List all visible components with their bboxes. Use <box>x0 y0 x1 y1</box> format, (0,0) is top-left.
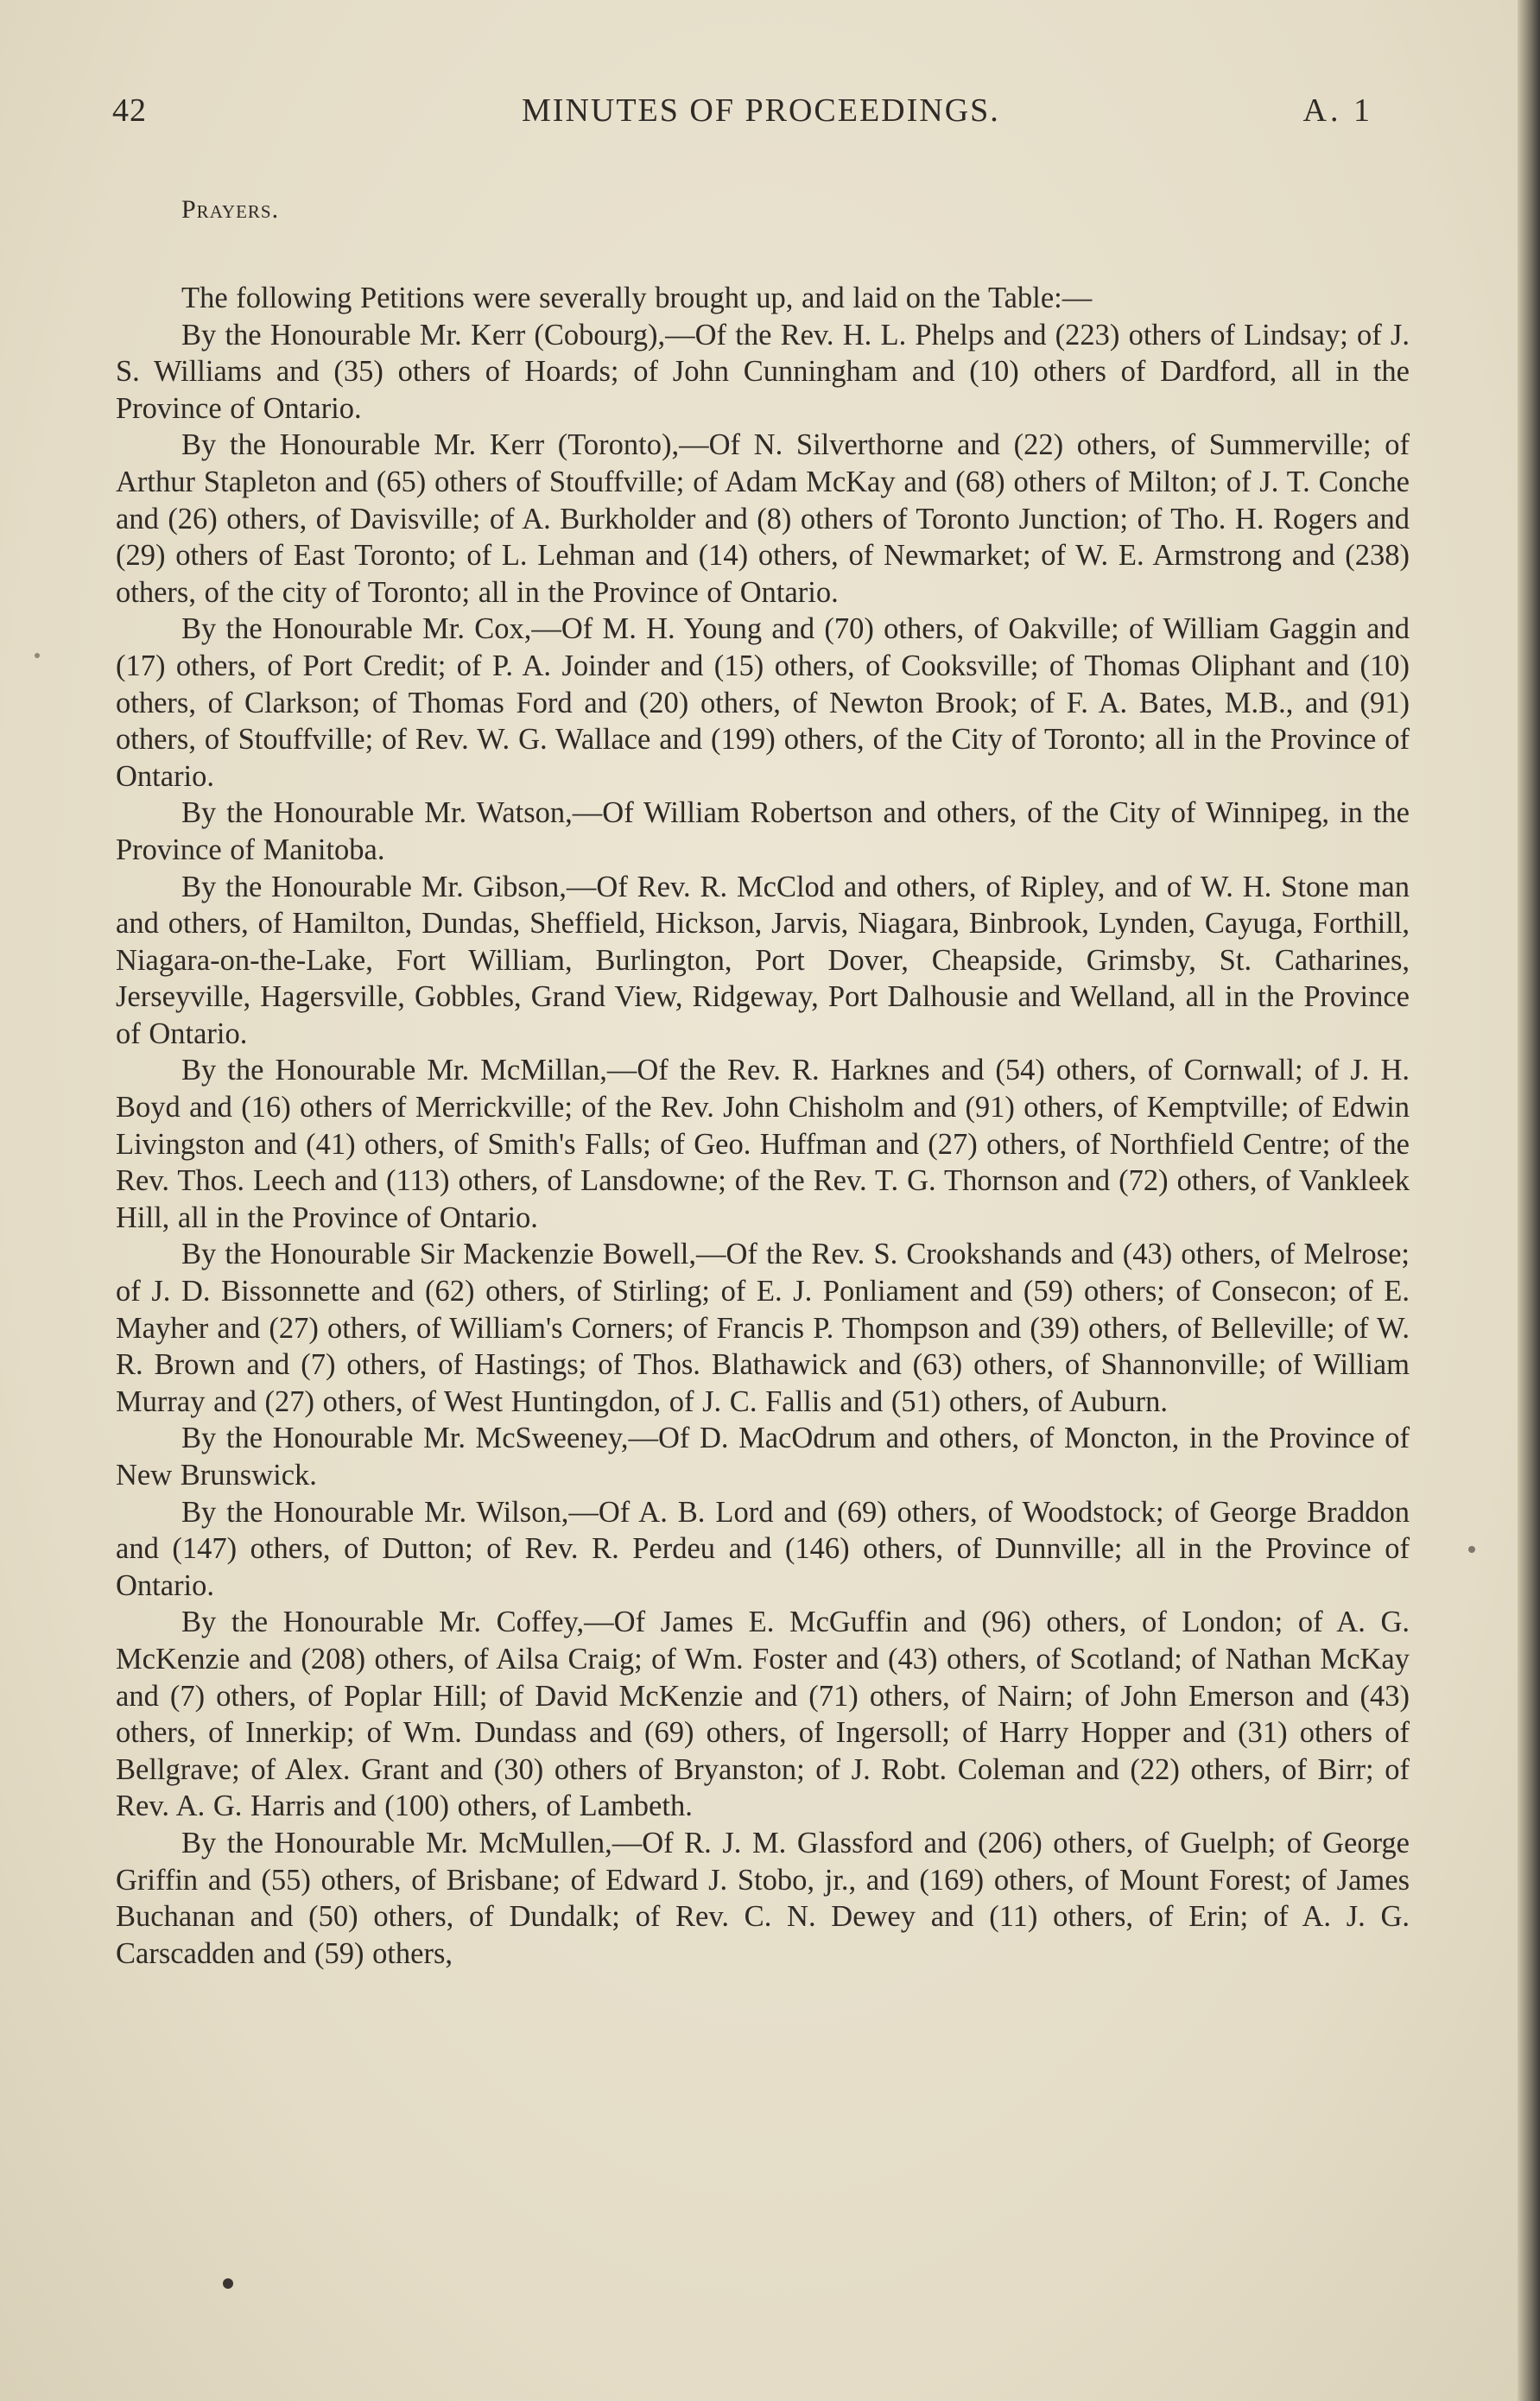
paragraph: By the Honourable Mr. Watson,—Of William Robertson and others, of the City of Winnipeg, in the Province of Manitoba. <box>116 796 1410 866</box>
paragraph: By the Honourable Mr. McSweeney,—Of D. MacOdrum and others, of Moncton, in the Province of New Brunswick. <box>116 1422 1410 1492</box>
ink-speck <box>1468 1546 1475 1553</box>
binding-edge <box>1518 0 1540 2401</box>
paragraph: By the Honourable Mr. McMullen,—Of R. J. M. Glassford and (206) others, of Guelph; of George Griffin and (55) others, of Brisbane; of Edward J. Stobo, jr., and (169) others, of Mount Forest; of James Buchanan and (50) others, of Dundalk; of Rev. C. N. Dewey and (11) others, of Erin; of A. J. G. Carscadden and (59) others, <box>116 1826 1410 1970</box>
paragraph: By the Honourable Mr. Wilson,—Of A. B. Lord and (69) others, of Woodstock; of George Braddon and (147) others, of Dutton; of Rev. R. Perdeu and (146) others, of Dunnville; all in the Province of Ontario. <box>116 1495 1410 1602</box>
paragraph: By the Honourable Mr. McMillan,—Of the Rev. R. Harknes and (54) others, of Cornwall; of J. H. Boyd and (16) others of Merrickville; of the Rev. John Chisholm and (91) others, of Kemptville; of Edwin Livingston and (41) others, of Smith's Falls; of Geo. Huffman and (27) others, of Northfield Centre; of the Rev. Thos. Leech and (113) others, of Lansdowne; of the Rev. T. G. Thornson and (72) others, of Vankleek Hill, all in the Province of Ontario. <box>116 1054 1410 1234</box>
session-marker: A. 1 <box>1302 92 1373 129</box>
paragraph: By the Honourable Sir Mackenzie Bowell,—Of the Rev. S. Crookshands and (43) others, of Melrose; of J. D. Bissonnette and (62) others, of Stirling; of E. J. Ponliament and (59) others; of Consecon; of E. Mayher and (27) others, of William's Corners; of Francis P. Thompson and (39) others, of Belleville; of W. R. Brown and (7) others, of Hastings; of Thos. Blathawick and (63) others, of Shannonville; of William Murray and (27) others, of West Huntingdon, of J. C. Fallis and (51) others, of Auburn. <box>116 1238 1410 1418</box>
ink-speck <box>35 653 40 658</box>
ink-speck <box>223 2278 233 2289</box>
petitions-body <box>116 280 1410 1972</box>
paragraph: By the Honourable Mr. Coffey,—Of James E. McGuffin and (96) others, of London; of A. G. McKenzie and (208) others, of Ailsa Craig; of Wm. Foster and (43) others, of Scotland; of Nathan McKay and (7) others, of Poplar Hill; of David McKenzie and (71) others, of Nairn; of John Emerson and (43) others, of Innerkip; of Wm. Dundass and (69) others, of Ingersoll; of Harry Hopper and (31) others of Bellgrave; of Alex. Grant and (30) others of Bryanston; of J. Robt. Coleman and (22) others, of Birr; of Rev. A. G. Harris and (100) others, of Lambeth. <box>116 1606 1410 1823</box>
paragraph: By the Honourable Mr. Cox,—Of M. H. Young and (70) others, of Oakville; of William Gaggin and (17) others, of Port Credit; of P. A. Joinder and (15) others, of Cooksville; of Thomas Oliphant and (10) others, of Clarkson; of Thomas Ford and (20) others, of Newton Brook; of F. A. Bates, M.B., and (91) others, of Stouffville; of Rev. W. G. Wallace and (199) others, of the City of Toronto; all in the Province of Ontario. <box>116 612 1410 793</box>
paragraph: By the Honourable Mr. Kerr (Toronto),—Of N. Silverthorne and (22) others, of Summerville; of Arthur Stapleton and (65) others of Stouffville; of Adam McKay and (68) others of Milton; of J. T. Conche and (26) others, of Davisville; of A. Burkholder and (8) others of Toronto Junction; of Tho. H. Rogers and (29) others of East Toronto; of L. Lehman and (14) others, of Newmarket; of W. E. Armstrong and (238) others, of the city of Toronto; all in the Province of Ontario. <box>116 428 1410 609</box>
running-header <box>112 92 1373 135</box>
page-number: 42 <box>112 92 147 129</box>
paragraph: The following Petitions were severally brought up, and laid on the Table:— <box>181 282 1093 314</box>
paragraph: By the Honourable Mr. Gibson,—Of Rev. R. McClod and others, of Ripley, and of W. H. Stone man and others, of Hamilton, Dundas, Sheffield, Hickson, Jarvis, Niagara, Binbrook, Lynden, Cayuga, Forthill, Niagara-on-the-Lake, Fort William, Burlington, Port Dover, Cheapside, Grimsby, St. Catharines, Jerseyville, Hagersville, Gobbles, Grand View, Ridgeway, Port Dalhousie and Welland, all in the Province of Ontario. <box>116 870 1410 1050</box>
paragraph: By the Honourable Mr. Kerr (Cobourg),—Of the Rev. H. L. Phelps and (223) others of Lindsay; of J. S. Williams and (35) others of Hoards; of John Cunningham and (10) others of Dardford, all in the Province of Ontario. <box>116 318 1410 425</box>
header-title: MINUTES OF PROCEEDINGS. <box>522 92 1000 129</box>
section-heading: Prayers. <box>181 195 280 224</box>
